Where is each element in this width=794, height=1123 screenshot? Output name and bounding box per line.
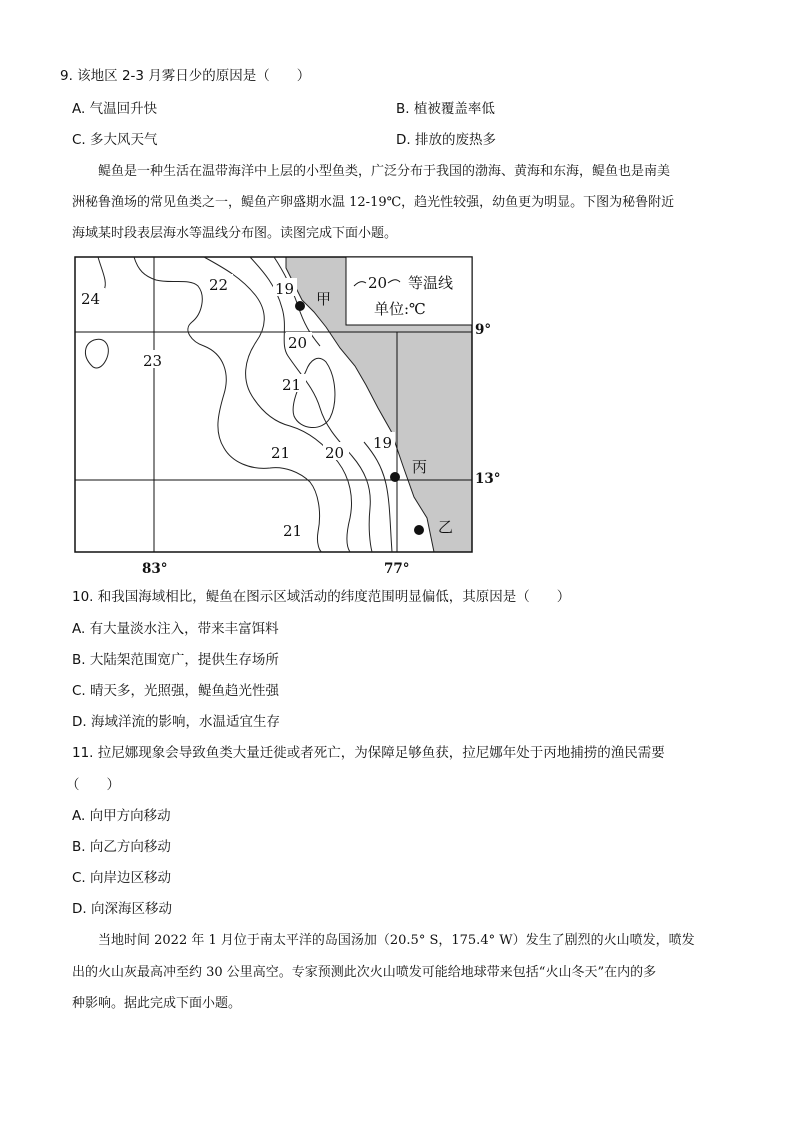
point-jia-marker bbox=[295, 301, 305, 311]
q10-stem: 10. 和我国海域相比，鳀鱼在图示区域活动的纬度范围明显偏低，其原因是（ ） bbox=[72, 589, 571, 605]
q11-stem-bracket: （ ） bbox=[66, 777, 120, 793]
lon-label-83: 83° bbox=[142, 561, 168, 577]
isotherm-19-south bbox=[364, 442, 392, 552]
q11-option-b[interactable]: B. 向乙方向移动 bbox=[72, 839, 171, 855]
legend-sample: 20 bbox=[368, 274, 388, 292]
place-yi: 乙 bbox=[438, 518, 454, 536]
isotherm-label-24: 24 bbox=[81, 290, 101, 308]
place-bing: 丙 bbox=[412, 458, 428, 476]
q10-option-d[interactable]: D. 海域洋流的影响，水温适宜生存 bbox=[72, 714, 280, 730]
point-yi-marker bbox=[414, 525, 424, 535]
q11-option-c[interactable]: C. 向岸边区移动 bbox=[72, 870, 172, 886]
passage1-line1: 鳀鱼是一种生活在温带海洋中上层的小型鱼类，广泛分布于我国的渤海、黄海和东海，鳀鱼也是南美 bbox=[98, 164, 671, 179]
q11-stem: 11. 拉尼娜现象会导致鱼类大量迁徙或者死亡，为保障足够鱼获，拉尼娜年处于丙地捕捞的渔民需要 bbox=[72, 745, 665, 761]
q9-option-d[interactable]: D. 排放的废热多 bbox=[396, 132, 496, 148]
passage2-line2: 出的火山灰最高冲至约 30 公里高空。专家预测此次火山喷发可能给地球带来包括“火山冬天”在内的多 bbox=[72, 965, 657, 980]
legend-isotherm-label: 等温线 bbox=[408, 274, 454, 292]
isotherm-label-21-loop: 21 bbox=[282, 376, 302, 394]
q10-option-a[interactable]: A. 有大量淡水注入，带来丰富饵料 bbox=[72, 621, 279, 637]
q10-option-b[interactable]: B. 大陆架范围宽广，提供生存场所 bbox=[72, 652, 279, 668]
isotherm-label-20-north: 20 bbox=[288, 334, 308, 352]
lon-label-77: 77° bbox=[384, 561, 410, 577]
q10-option-c[interactable]: C. 晴天多，光照强，鳀鱼趋光性强 bbox=[72, 683, 280, 699]
passage2-line1: 当地时间 2022 年 1 月位于南太平洋的岛国汤加（20.5° S，175.4° W）发生了剧烈的火山喷发，喷发 bbox=[98, 933, 695, 948]
isotherm-label-20-south: 20 bbox=[325, 444, 345, 462]
isotherm-label-19-south: 19 bbox=[373, 434, 393, 452]
isotherm-label-23: 23 bbox=[143, 352, 163, 370]
lat-label-9: 9° bbox=[475, 322, 492, 338]
q9-option-c[interactable]: C. 多大风天气 bbox=[72, 132, 158, 148]
lat-label-13: 13° bbox=[475, 471, 501, 487]
isotherm-label-21-south: 21 bbox=[283, 522, 303, 540]
isotherm-label-19-north: 19 bbox=[275, 280, 295, 298]
isotherm-map bbox=[74, 256, 514, 581]
isotherm-label-21-west: 21 bbox=[271, 444, 291, 462]
q11-option-a[interactable]: A. 向甲方向移动 bbox=[72, 808, 171, 824]
q9-option-a[interactable]: A. 气温回升快 bbox=[72, 101, 158, 117]
q9-option-b[interactable]: B. 植被覆盖率低 bbox=[396, 101, 495, 117]
isotherm-24 bbox=[98, 257, 105, 290]
place-jia: 甲 bbox=[316, 290, 332, 308]
q11-option-d[interactable]: D. 向深海区移动 bbox=[72, 901, 172, 917]
isotherm-label-22: 22 bbox=[209, 276, 229, 294]
isotherm-23 bbox=[85, 339, 108, 368]
passage1-line3: 海域某时段表层海水等温线分布图。读图完成下面小题。 bbox=[72, 226, 398, 241]
legend-unit-label: 单位:℃ bbox=[374, 300, 426, 318]
q9-stem: 9. 该地区 2-3 月雾日少的原因是（ ） bbox=[60, 68, 311, 84]
passage2-line3: 种影响。据此完成下面小题。 bbox=[72, 996, 242, 1011]
point-bing-marker bbox=[390, 472, 400, 482]
passage1-line2: 洲秘鲁渔场的常见鱼类之一，鳀鱼产卵盛期水温 12-19℃，趋光性较强，幼鱼更为明显。下图为秘鲁附近 bbox=[72, 195, 675, 210]
